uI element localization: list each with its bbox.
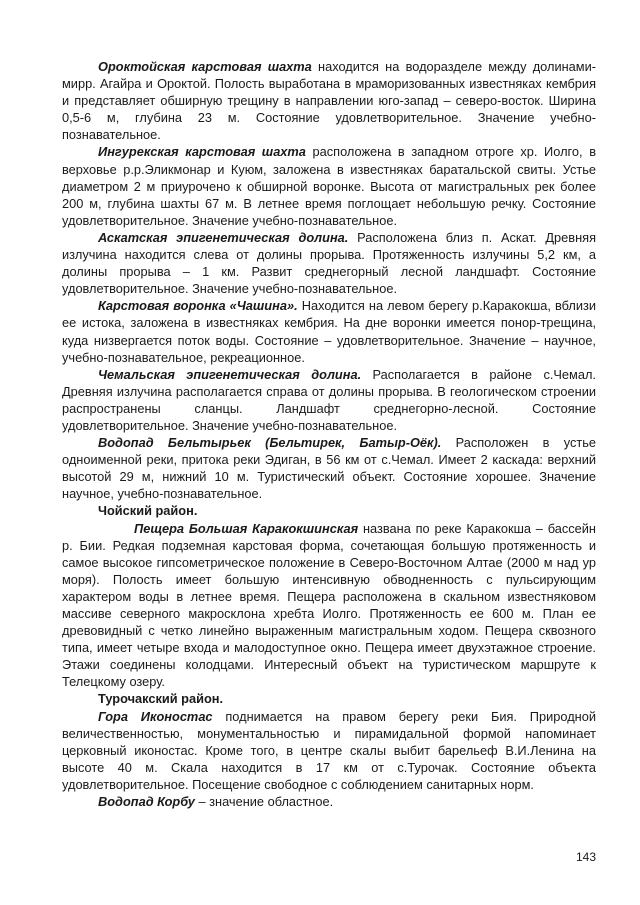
object-description: находится на водоразделе между долинами-мирр. Агайра и Ороктой. Полость выработана в мраморизованных известняках кембрия и представляет обширную трещину в направлении юго-запад – северо-восток. Ширина 0,5-6 м, глубина 23 м. Состояние удовлетворительное. Значение учебно-познавательное. [62, 59, 597, 143]
object-description: Расположена близ п. Аскат. Древняя излучина находится слева от долины прорыва. Протяженность излучины 5,2 км, а долины прорыва – 1 км. Развит среднегорный лесной ландшафт. Состояние удовлетворительное. Значение учебно-познавательное. [62, 229, 596, 297]
object-title: Гора Иконостас [98, 708, 213, 724]
section-heading-choya: Чойский район. [98, 503, 198, 519]
object-title: Водопад Бельтырьек (Бельтирек, Батыр-Оёк). [98, 435, 442, 451]
paragraph-ikonostas [62, 708, 596, 793]
object-title: Аскатская эпигенетическая долина. [98, 229, 349, 245]
object-description: Расположен в устье одноименной реки, притока реки Эдиган, в 56 км от с.Чемал. Имеет 2 каскада: верхний высотой 29 м, нижний 10 м. Туристический объект. Состояние хорошее. Значение научное, учебно-познавательное. [62, 435, 596, 502]
object-description: Располагается в районе с.Чемал. Древняя излучина располагается справа от долины прорыва. В геологическом строении распространены сланцы. Ландшафт среднегорно-лесной. Состояние удовлетворительное. Значение учебно-познавательное. [62, 366, 596, 433]
object-title: Ороктойская карстовая шахта [98, 59, 312, 74]
body-text [62, 58, 596, 810]
paragraph-chemal [62, 366, 596, 434]
object-title: Карстовая воронка «Чашина». [98, 298, 298, 314]
page-number: 143 [575, 850, 596, 864]
paragraph-beltyryek [62, 434, 596, 502]
object-description: – значение областное. [194, 794, 334, 810]
object-description: Находится на левом берегу р.Каракокша, вблизи ее истока, заложена в известняках кембрия. На дне воронки имеется понор-трещина, куда низвергается поток воды. Состояние – удовлетворительное. Значение – научное, учебно-познавательное, рекреационное. [62, 298, 596, 365]
object-title: Ингурекская карстовая шахта [98, 144, 306, 160]
object-title: Чемальская эпигенетическая долина. [98, 366, 362, 382]
paragraph-chashina [62, 297, 596, 365]
paragraph-oroktoy [62, 58, 596, 143]
object-description: расположена в западном отроге хр. Иолго, в верховье р.р.Эликмонар и Куюм, заложена в известняках баратальской свиты. Устье диаметром 2 м приурочено к обширной воронке. Высота от магистральных рек более 200 м, глубина шахты 67 м. В летнее время поглощает небольшую речку. Состояние удовлетворительное. Значение учебно-познавательное. [62, 144, 596, 228]
section-heading-turochak: Турочакский район. [98, 691, 224, 707]
object-title: Пещера Большая Каракокшинская [134, 520, 359, 536]
object-description: поднимается на правом берегу реки Бия. Природной величественностью, монументальностью и пирамидальной формой напоминает церковный иконостас. Кроме того, в центре скалы выбит барельеф В.И.Ленина на высоте 40 м. Скала находится в 17 км от с.Турочак. Состояние объекта удовлетворительное. Посещение свободное с соблюдением санитарных норм. [62, 708, 596, 792]
object-title: Водопад Корбу [98, 794, 195, 810]
paragraph-askat [62, 229, 596, 297]
paragraph-ingurek [62, 143, 596, 228]
paragraph-korbu [62, 793, 596, 810]
paragraph-cave [62, 520, 596, 691]
object-description: названа по реке Каракокша – бассейн р. Бии. Редкая подземная карстовая форма, сочетающая большую протяженность и самое высокое гипсометрическое положение в Северо-Восточном Алтае (2000 м над ур моря). Полость имеет большую интенсивную обводненность с пульсирующим характером воды в летнее время. Пещера расположена в скальном известняковом массиве северного макросклона хребта Иолго. Протяженность ее 600 м. План ее древовидный с четко линейно выраженным магистральным ходом. Пещера сквозного типа, имеет четыре входа и малодоступное окно. Пещера имеет двухэтажное строение. Этажи соединены колодцами. Интересный объект на туристическом маршруте к Телецкому озеру. [62, 520, 596, 690]
